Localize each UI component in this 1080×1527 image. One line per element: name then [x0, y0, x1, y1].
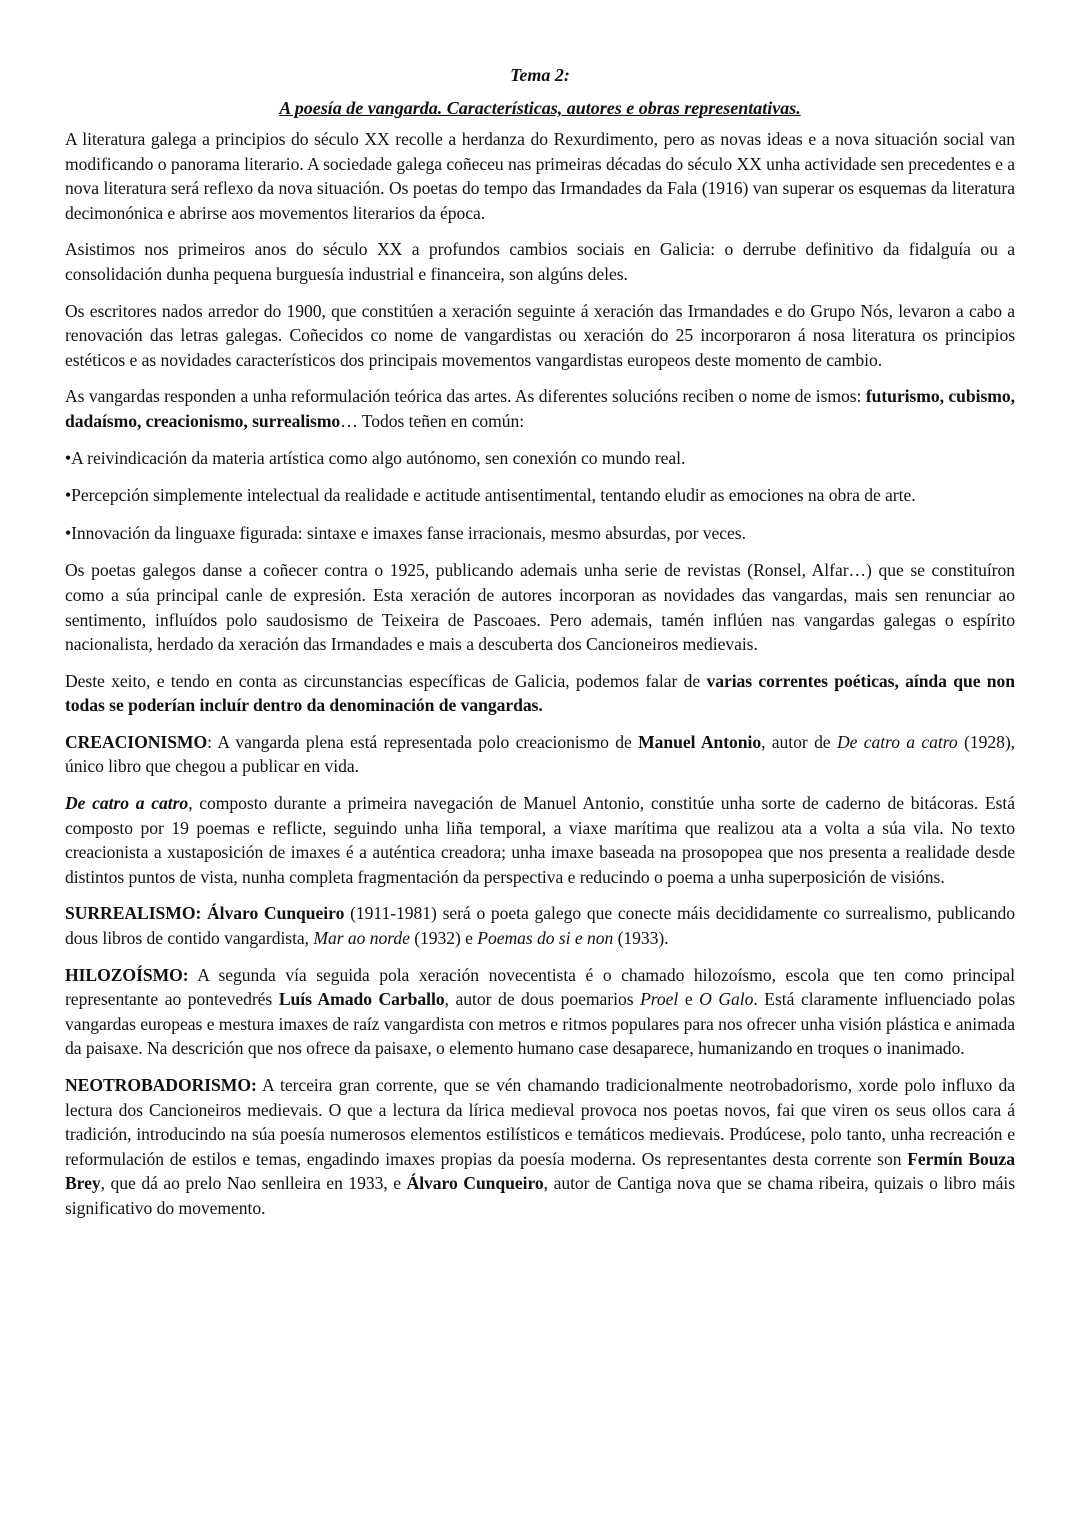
creacionismo-text-1: : A vangarda plena está representada polo creacionismo de: [207, 731, 639, 752]
hilozoismo-label: HILOZOÍSMO:: [65, 964, 189, 985]
hilozoismo-text-2: , autor de dous poemarios: [444, 989, 641, 1010]
isms-text-2: … Todos teñen en común:: [340, 410, 525, 431]
surrealismo-text-1: (1911-1981) será o poeta galego que conecte máis decididamente co surrealismo, publicando dous libros de contido vangardista,: [65, 903, 1015, 949]
hilozoismo-text-1: A segunda vía seguida pola xeración novecentista é o chamado hilozoísmo, escola que ten como principal representante ao pontevedrés: [65, 964, 1015, 1010]
currents-bold: varias correntes poéticas, aínda que non todas se poderían incluír dentro da denominación de vangardas.: [65, 670, 1015, 716]
surrealismo-work-2: Poemas do si e non: [477, 928, 614, 949]
creacionismo-work: De catro a catro: [836, 731, 958, 752]
hilozoismo-work-1: Proel: [640, 989, 679, 1010]
bullet-item-1: •A reivindicación da materia artística como algo autónomo, sen conexión co mundo real.: [65, 447, 686, 468]
page-title: Tema 2:: [510, 65, 570, 85]
paragraph-surrealismo: [65, 901, 1015, 950]
paragraph-de-catro-a-catro: [65, 791, 1015, 889]
paragraph-currents: [65, 669, 1015, 718]
creacionismo-text-3: (1928), único libro que chegou a publicar en vida.: [65, 731, 1015, 777]
bullet-item-2: •Percepción simplemente intelectual da realidade e actitude antisentimental, tentando eludir as emociones na obra de arte.: [65, 485, 916, 506]
paragraph-social-changes: Asistimos nos primeiros anos do século XX a profundos cambios sociais en Galicia: o derrube definitivo da fidalguía ou a consolidación dunha pequena burguesía industrial e financeira, son algúns deles.: [65, 239, 1015, 284]
hilozoismo-text-4: . Está claramente influenciado polas vangardas europeas e mestura imaxes de raíz vangardista con metros e ritmos populares para nos ofrecer unha visión plástica e animada da paisaxe. Na descrición que nos ofrece da paisaxe, o elemento humano case desaparece, humanizando en troques o inanimado.: [65, 989, 1015, 1059]
surrealismo-work-1: Mar ao norde: [313, 928, 410, 949]
hilozoismo-work-2: O Galo: [699, 989, 754, 1010]
creacionismo-text-2: , autor de: [761, 731, 837, 752]
isms-text-1: As vangardas responden a unha reformulación teórica das artes. As diferentes solucións reciben o nome de ismos:: [65, 386, 866, 407]
neotrobadorismo-author-2: Álvaro Cunqueiro: [406, 1173, 544, 1194]
surrealismo-author: Álvaro Cunqueiro: [207, 903, 345, 924]
hilozoismo-text-3: e: [678, 989, 700, 1010]
catro-text: , composto durante a primeira navegación de Manuel Antonio, constitúe unha sorte de caderno de bitácoras. Está composto por 19 poemas e reflicte, seguindo unha liña temporal, a viaxe marítima que realizou ata a volta a súa vila. No texto creacionista a xustaposición de imaxes é a auténtica creadora; unha imaxe baseada na prosopopea que nos presenta a realidade desde distintos puntos de vista, nunha completa fragmentación da perspectiva e reducindo o poema a unha superposición de visións.: [65, 793, 1015, 887]
page-subtitle: A poesía de vangarda. Características, autores e obras representativas.: [279, 98, 801, 118]
currents-text: Deste xeito, e tendo en conta as circunstancias específicas de Galicia, podemos falar de: [65, 670, 707, 691]
hilozoismo-author: Luís Amado Carballo: [278, 989, 445, 1010]
bullet-item-3: •Innovación da linguaxe figurada: sintaxe e imaxes fanse irracionais, mesmo absurdas, por veces.: [65, 522, 746, 543]
creacionismo-label: CREACIONISMO: [65, 731, 208, 752]
neotrobadorismo-author-1: Fermín Bouza Brey: [65, 1148, 1015, 1194]
paragraph-galician-poets: Os poetas galegos danse a coñecer contra o 1925, publicando ademais unha serie de revistas (Ronsel, Alfar…) que se constituíron como a súa principal canle de expresión. Esta xeración de autores incorporan as novidades das vangardas, mais sen renunciar ao sentimento, influídos polo saudosismo de Teixeira de Pascoaes. Pero ademais, tamén inflúen nas vangardas galegas o espírito nacionalista, herdado da xeración das Irmandades e mais a descuberta dos Cancioneiros medievais.: [65, 560, 1015, 655]
isms-list: futurismo, cubismo, dadaísmo, creacionismo, surrealismo: [65, 386, 1015, 431]
surrealismo-text-2: (1932) e: [409, 928, 478, 949]
paragraph-hilozoismo: [65, 963, 1015, 1061]
paragraph-intro: A literatura galega a principios do século XX recolle a herdanza do Rexurdimento, pero as novas ideas e a nova situación social van modificando o panorama literario. A sociedade galega coñeceu nas primeiras décadas do século XX unha actividade sen precedentes e a nova literatura será reflexo da nova situación. Os poetas do tempo das Irmandades da Fala (1916) van superar os esquemas da literatura decimonónica e abrirse aos movementos literarios da época.: [65, 129, 1015, 223]
creacionismo-author: Manuel Antonio: [638, 731, 762, 752]
neotrobadorismo-text-1: A terceira gran corrente, que se vén chamando tradicionalmente neotrobadorismo, xorde polo influxo da lectura dos Cancioneiros medievais. O que a lectura da lírica medieval provoca nos poetas novos, fai que viren os seus ollos cara á tradición, introducindo na súa poesía numerosos elementos estilísticos e temáticos medievais. Prodúcese, polo tanto, unha recreación e reformulación de estilos e temas, engadindo imaxes propias da poesía moderna. Os representantes desta corrente son: [65, 1075, 1015, 1169]
paragraph-neotrobadorismo: [65, 1073, 1015, 1221]
neotrobadorismo-text-3: , autor de Cantiga nova que se chama ribeira, quizais o libro máis significativo do movemento.: [65, 1173, 1016, 1218]
surrealismo-text-3: (1933).: [613, 928, 669, 949]
neotrobadorismo-label: NEOTROBADORISMO:: [65, 1075, 257, 1095]
catro-work-title: De catro a catro: [65, 793, 189, 814]
paragraph-writers: Os escritores nados arredor do 1900, que constitúen a xeración seguinte á xeración das Irmandades e do Grupo Nós, levaron a cabo a renovación das letras galegas. Coñecidos co nome de vangardistas ou xeración do 25 incorporaron á nosa literatura os principios estéticos e as novidades característicos dos principais movementos vangardistas europeos deste momento de cambio.: [65, 300, 1015, 370]
neotrobadorismo-text-2: , que dá ao prelo Nao senlleira en 1933, e: [100, 1173, 407, 1194]
paragraph-creacionismo: [65, 730, 1015, 779]
surrealismo-label: SURREALISMO:: [65, 903, 202, 924]
paragraph-isms: [65, 384, 1015, 433]
